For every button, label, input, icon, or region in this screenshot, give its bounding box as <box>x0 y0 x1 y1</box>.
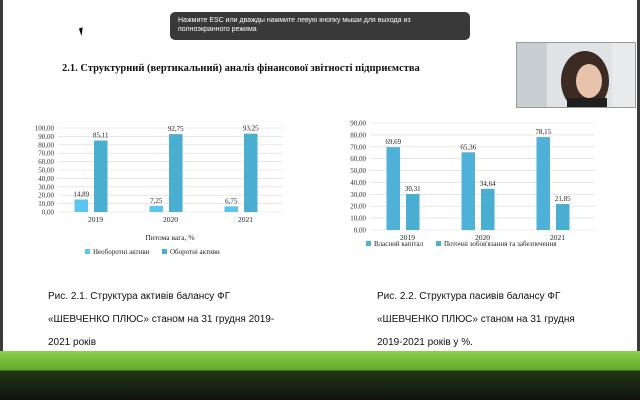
data-label: 7,25 <box>150 196 163 205</box>
bar-необоротні-активи <box>75 199 89 212</box>
data-label: 34,64 <box>479 179 496 188</box>
y-tick-label: 40,00 <box>350 178 366 187</box>
caption-line: 2019-2021 років у %. <box>377 337 473 348</box>
fullscreen-exit-notice: Нажмите ESC или дважды нажмите левую кнопку мыши для выхода из полноэкранного режима <box>170 12 470 40</box>
data-label: 14,89 <box>73 190 90 199</box>
slide-footer-bar <box>0 351 640 400</box>
y-tick-label: 20,00 <box>350 202 366 211</box>
y-tick-label: 80,00 <box>38 141 54 150</box>
data-label: 69,69 <box>385 138 402 147</box>
legend-label: Оборотні активи <box>170 248 220 256</box>
y-tick-label: 30,00 <box>38 183 54 192</box>
y-tick-label: 90,00 <box>38 132 54 141</box>
bar-поточні-зобов-язання-та-забезпечення <box>556 204 570 230</box>
window-border-left <box>0 0 3 400</box>
x-tick-label: 2021 <box>238 215 253 224</box>
legend-label: Власний капітал <box>374 240 424 248</box>
y-tick-label: 10,00 <box>38 200 54 209</box>
bar-оборотні-активи <box>169 134 183 212</box>
y-tick-label: 70,00 <box>350 143 366 152</box>
x-tick-label: 2020 <box>475 233 490 242</box>
caption-line: Рис. 2.1. Структура активів балансу ФГ <box>48 291 231 302</box>
y-tick-label: 60,00 <box>38 158 54 167</box>
x-tick-label: 2019 <box>400 233 415 242</box>
y-tick-label: 80,00 <box>350 131 366 140</box>
y-tick-label: 10,00 <box>350 214 366 223</box>
bar-власний-капітал <box>537 137 551 230</box>
bar-поточні-зобов-язання-та-забезпечення <box>406 194 420 230</box>
webcam-video-tile[interactable] <box>516 42 636 108</box>
legend-swatch-current-liabilities <box>436 241 441 246</box>
bar-необоротні-активи <box>150 206 164 212</box>
y-tick-label: 50,00 <box>350 167 366 176</box>
caption-line: «ШЕВЧЕНКО ПЛЮС» станом на 31 грудня <box>377 314 575 325</box>
data-label: 78,15 <box>535 128 552 137</box>
data-label: 93,25 <box>242 124 259 133</box>
bar-оборотні-активи <box>94 141 108 212</box>
x-axis-title: Питома вага, % <box>145 233 195 242</box>
bar-необоротні-активи <box>225 206 239 212</box>
y-tick-label: 50,00 <box>38 166 54 175</box>
legend-swatch-non-current-assets <box>85 249 90 254</box>
legend-label: Поточні зобов'язання та забезпечення <box>444 240 557 248</box>
y-tick-label: 100,00 <box>34 124 54 133</box>
figure-caption-left <box>48 285 274 354</box>
liabilities-structure-chart <box>338 118 600 258</box>
slide-heading: 2.1. Структурний (вертикальний) аналіз фінансової звітності підприємства <box>62 63 420 74</box>
data-label: 92,75 <box>167 125 184 134</box>
bar-власний-капітал <box>387 147 401 230</box>
y-tick-label: 20,00 <box>38 191 54 200</box>
data-label: 65,36 <box>460 143 477 152</box>
webcam-person-illustration <box>517 43 636 108</box>
x-tick-label: 2019 <box>88 215 103 224</box>
data-label: 85,11 <box>93 131 109 140</box>
legend-swatch-equity <box>366 241 371 246</box>
bar-поточні-зобов-язання-та-забезпечення <box>481 189 495 230</box>
y-tick-label: 40,00 <box>38 174 54 183</box>
figure-caption-right <box>377 285 575 354</box>
y-tick-label: 60,00 <box>350 155 366 164</box>
y-tick-label: 70,00 <box>38 149 54 158</box>
x-tick-label: 2021 <box>550 233 565 242</box>
data-label: 6,75 <box>225 197 238 206</box>
legend-swatch-current-assets <box>162 249 167 254</box>
caption-line: «ШЕВЧЕНКО ПЛЮС» станом на 31 грудня 2019- <box>48 314 275 325</box>
bar-оборотні-активи <box>244 134 258 212</box>
assets-structure-chart <box>30 118 292 266</box>
legend-label: Необоротні активи <box>93 248 150 256</box>
data-label: 21,85 <box>554 195 571 204</box>
x-tick-label: 2020 <box>163 215 178 224</box>
y-tick-label: 0,00 <box>41 208 54 217</box>
mouse-cursor-icon <box>79 26 89 36</box>
caption-line: 2021 років <box>48 337 97 348</box>
bar-власний-капітал <box>462 152 476 230</box>
caption-line: Рис. 2.2. Структура пасивів балансу ФГ <box>377 291 561 302</box>
y-tick-label: 90,00 <box>350 119 366 128</box>
y-tick-label: 0,00 <box>353 226 366 235</box>
y-tick-label: 30,00 <box>350 190 366 199</box>
data-label: 30,31 <box>404 184 421 193</box>
